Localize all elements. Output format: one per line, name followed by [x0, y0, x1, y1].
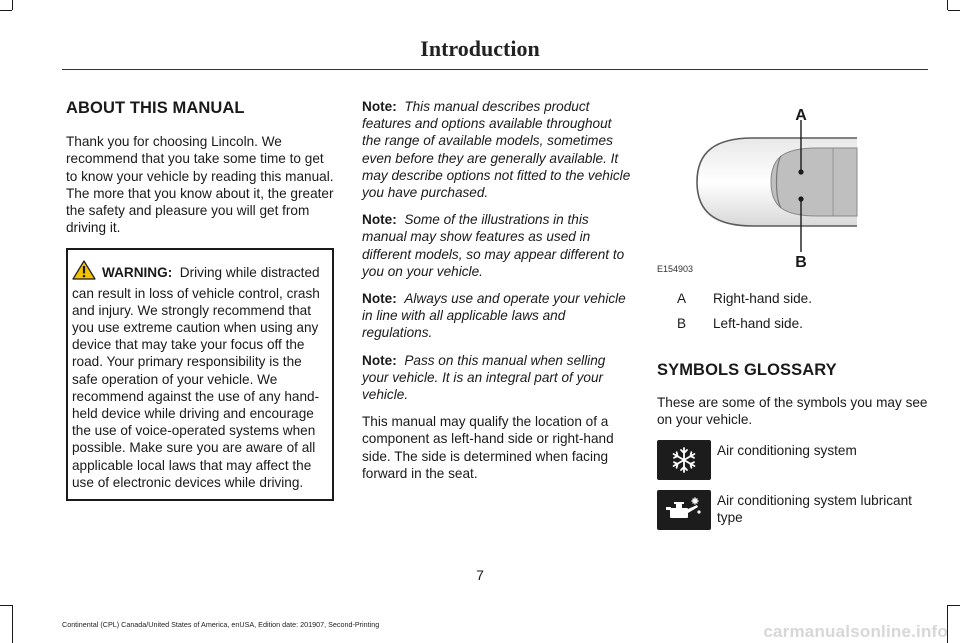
warning-triangle-icon: [72, 260, 96, 284]
snowflake-icon: [669, 445, 699, 475]
warning-label: WARNING:: [102, 265, 173, 281]
crop-mark: [12, 0, 13, 10]
page-title: Introduction: [420, 36, 540, 61]
legend-row: [657, 315, 929, 332]
section-heading-about: ABOUT THIS MANUAL: [66, 99, 245, 117]
note-label: Note:: [362, 352, 397, 368]
crop-mark: [12, 605, 13, 643]
crop-mark: [0, 605, 12, 606]
watermark: carmanualsonline.info: [763, 622, 948, 641]
figure-label-a: A: [795, 107, 807, 124]
note: [362, 211, 632, 280]
note: [362, 352, 632, 404]
legend-text: Left-hand side.: [713, 316, 803, 332]
warning-box: [66, 248, 334, 501]
edition-footer: Continental (CPL) Canada/United States of America, enUSA, Edition date: 201907, Second-Printing: [62, 620, 380, 629]
car-top-view-illustration: [657, 100, 929, 276]
side-definition-paragraph: This manual may qualify the location of a component as left-hand side or right-hand side. The side is determined when facing forward in the seat.: [362, 414, 614, 481]
title-rule: [62, 69, 928, 70]
legend-key: A: [677, 291, 687, 306]
legend-text: Right-hand side.: [713, 291, 812, 306]
oil-can-icon: [664, 496, 704, 524]
crop-mark: [948, 605, 960, 606]
note-text: Always use and operate your vehicle in line with all applicable laws and regulations.: [362, 291, 626, 341]
middle-column: [362, 98, 632, 492]
note-label: Note:: [362, 99, 397, 114]
figure-code: E154903: [657, 264, 694, 274]
warning-text: Driving while distracted can result in loss of vehicle control, crash and injury. We strongly recommend that you use extreme caution when using any device that may take your focus off the road. Your primary responsibility is the safe operation of your vehicle. We recommend against the use of any hand-held device while driving and encourage the use of voice-operated systems when possible. Make sure you are aware of all applicable local laws that may affect the use of electronic devices while driving.: [72, 265, 320, 490]
symbol-tile: [657, 440, 711, 480]
note-text: This manual describes product features and options available throughout the range of available models, sometimes even before they are generally available. It may describe options not fitted to the vehicle you have purchased.: [362, 99, 631, 201]
note-text: Pass on this manual when selling your vehicle. It is an integral part of your vehicle.: [362, 352, 606, 403]
figure-label-b: B: [795, 254, 807, 271]
symbol-description: Air conditioning system lubricant type: [717, 493, 912, 526]
note: [362, 290, 632, 342]
crop-mark: [0, 10, 12, 11]
section-heading-symbols: SYMBOLS GLOSSARY: [657, 361, 837, 380]
glossary-intro: These are some of the symbols you may see on your vehicle.: [657, 394, 928, 427]
symbol-row: [657, 440, 929, 480]
note-label: Note:: [362, 212, 397, 228]
crop-mark: [948, 10, 960, 11]
note-label: Note:: [362, 291, 397, 307]
page-number: 7: [476, 567, 484, 583]
right-column: [657, 290, 929, 540]
legend-row: [657, 290, 929, 307]
left-column: [66, 100, 334, 501]
vehicle-side-figure: [657, 100, 929, 276]
note: [362, 98, 632, 201]
symbol-description: Air conditioning system: [717, 443, 857, 459]
symbol-tile: [657, 490, 711, 530]
symbol-row: [657, 490, 929, 530]
intro-paragraph: Thank you for choosing Lincoln. We recommend that you take some time to get to know your vehicle by reading this manual. The more that you know about it, the greater the safety and pleasure you will get from driving it.: [66, 134, 334, 236]
note-text: Some of the illustrations in this manual may show features as used in different models, so may appear different to you on your vehicle.: [362, 212, 625, 279]
crop-mark: [947, 0, 948, 10]
legend-key: B: [677, 316, 687, 332]
